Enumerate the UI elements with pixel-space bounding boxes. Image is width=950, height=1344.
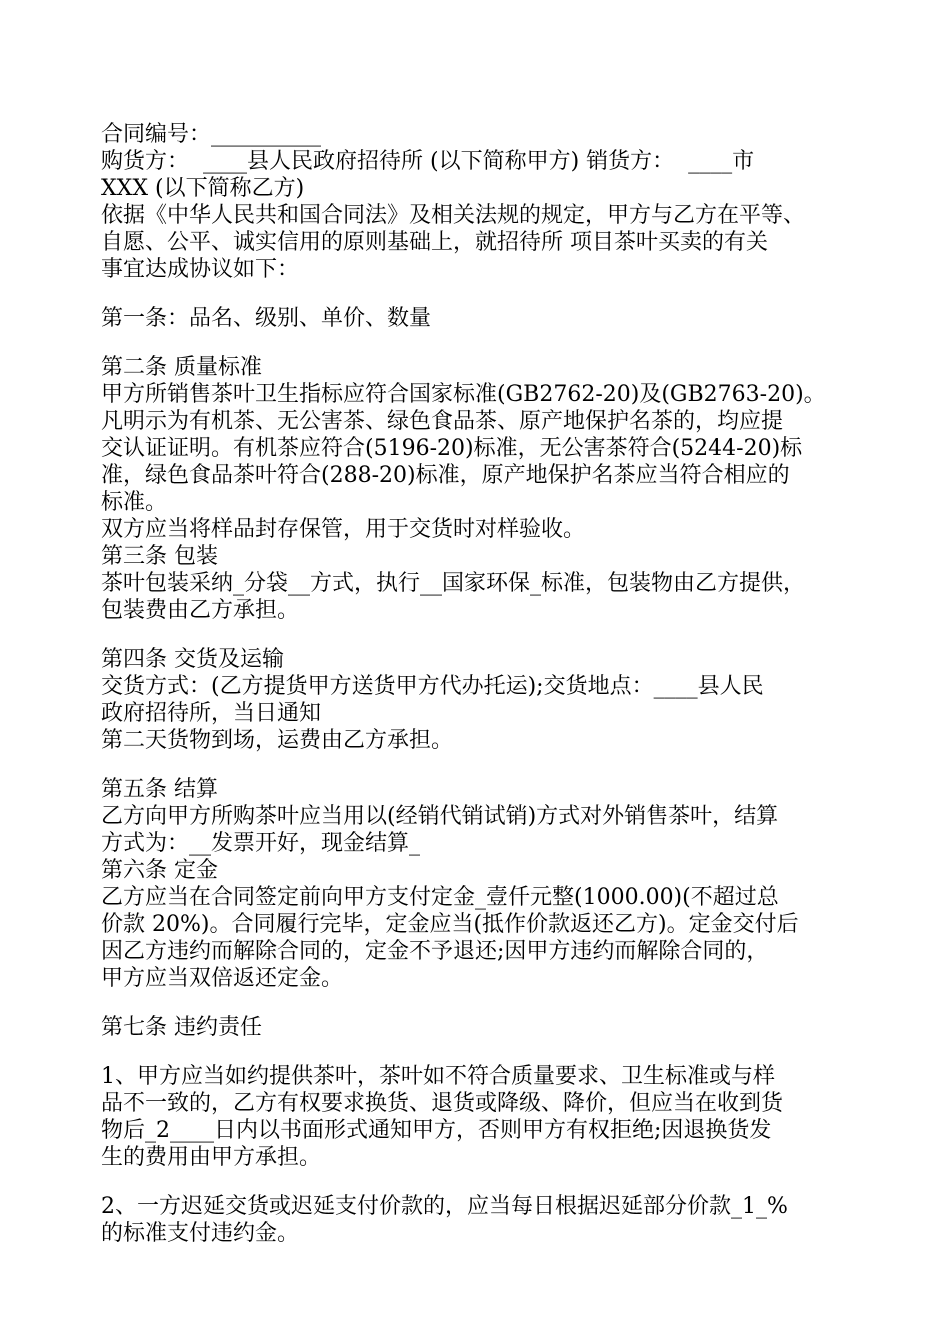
article-6-heading: 第六条 定金 bbox=[101, 858, 218, 883]
blank-line bbox=[101, 332, 881, 354]
blank-line bbox=[101, 992, 881, 1014]
clause-2-line-2: 的标准支付违约金。 bbox=[101, 1221, 300, 1246]
blank-line bbox=[101, 624, 881, 646]
clause-2-line-1: 2、一方迟延交货或迟延支付价款的，应当每日根据迟延部分价款_1_% bbox=[101, 1194, 788, 1219]
seller-name-line: XXX (以下简称乙方) bbox=[101, 176, 305, 201]
article-1-heading: 第一条：品名、级别、单价、数量 bbox=[101, 306, 432, 331]
article-2-line-6: 双方应当将样品封存保管，用于交货时对样验收。 bbox=[101, 517, 586, 542]
article-2-line-4: 准，绿色食品茶叶符合(288-20)标准，原产地保护名茶应当符合相应的 bbox=[101, 463, 790, 488]
article-4-line-2: 政府招待所，当日通知 bbox=[101, 701, 322, 726]
contract-number-line: 合同编号：__________ bbox=[101, 122, 322, 147]
clause-1-line-2: 品不一致的，乙方有权要求换货、退货或降级、降价，但应当在收到货 bbox=[101, 1091, 784, 1116]
buyer-seller-line: 购货方： ____县人民政府招待所 (以下简称甲方) 销货方： ____市 bbox=[101, 149, 755, 174]
article-7-heading: 第七条 违约责任 bbox=[101, 1015, 262, 1040]
article-3-line-1: 茶叶包装采纳_分袋__方式，执行__国家环保_标准，包装物由乙方提供， bbox=[101, 571, 806, 596]
clause-1-line-1: 1、甲方应当如约提供茶叶，茶叶如不符合质量要求、卫生标准或与样 bbox=[101, 1064, 775, 1089]
article-6-line-4: 甲方应当双倍返还定金。 bbox=[101, 966, 344, 991]
article-5-heading: 第五条 结算 bbox=[101, 777, 218, 802]
preamble-line-1: 依据《中华人民共和国合同法》及相关法规的规定，甲方与乙方在平等、 bbox=[101, 203, 806, 228]
article-2-line-5: 标准。 bbox=[101, 490, 168, 515]
article-5-line-2: 方式为：__发票开好，现金结算_ bbox=[101, 831, 421, 856]
contract-document bbox=[101, 121, 881, 1247]
article-4-heading: 第四条 交货及运输 bbox=[101, 647, 284, 672]
preamble-line-3: 事宜达成协议如下： bbox=[101, 257, 300, 282]
article-6-line-3: 因乙方违约而解除合同的，定金不予退还;因甲方违约而解除合同的， bbox=[101, 939, 769, 964]
blank-line bbox=[101, 1171, 881, 1193]
article-4-line-3: 第二天货物到场，运费由乙方承担。 bbox=[101, 728, 454, 753]
article-2-line-3: 交认证证明。有机茶应符合(5196-20)标准，无公害茶符合(5244-20)标 bbox=[101, 436, 803, 461]
blank-line bbox=[101, 1041, 881, 1063]
clause-1-line-4: 生的费用由甲方承担。 bbox=[101, 1145, 322, 1170]
article-2-line-2: 凡明示为有机茶、无公害茶、绿色食品茶、原产地保护名茶的，均应提 bbox=[101, 409, 784, 434]
preamble-line-2: 自愿、公平、诚实信用的原则基础上，就招待所 项目茶叶买卖的有关 bbox=[101, 230, 768, 255]
article-4-line-1: 交货方式：(乙方提货甲方送货甲方代办托运);交货地点：____县人民 bbox=[101, 674, 764, 699]
article-3-heading: 第三条 包装 bbox=[101, 544, 218, 569]
article-2-line-1: 甲方所销售茶叶卫生指标应符合国家标准(GB2762-20)及(GB2763-20)。 bbox=[101, 382, 826, 407]
clause-1-line-3: 物后_2____日内以书面形式通知甲方，否则甲方有权拒绝;因退换货发 bbox=[101, 1118, 772, 1143]
article-5-line-1: 乙方向甲方所购茶叶应当用以(经销代销试销)方式对外销售茶叶，结算 bbox=[101, 804, 779, 829]
article-3-line-2: 包装费由乙方承担。 bbox=[101, 598, 300, 623]
article-6-line-2: 价款 20%)。合同履行完毕，定金应当(抵作价款返还乙方)。定金交付后 bbox=[101, 912, 799, 937]
blank-line bbox=[101, 754, 881, 776]
article-6-line-1: 乙方应当在合同签定前向甲方支付定金_壹仟元整(1000.00)(不超过总 bbox=[101, 885, 779, 910]
article-2-heading: 第二条 质量标准 bbox=[101, 355, 262, 380]
blank-line bbox=[101, 283, 881, 305]
